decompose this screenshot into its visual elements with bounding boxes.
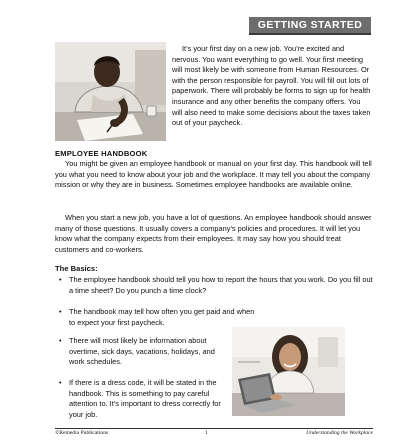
handbook-paragraph-1 <box>55 159 373 191</box>
handbook-paragraph-2-text: When you start a new job, you have a lot of questions. An employee handbook should answer many of those questions. It usually covers a company’s policies and procedures. It will let you know what the company expects from their employees. It may say how you should treat customers and co-workers. <box>55 213 372 254</box>
list-item <box>59 336 224 368</box>
list-item <box>59 378 224 420</box>
footer-page-number: 1 <box>205 430 208 436</box>
photo-woman-at-laptop <box>232 327 345 416</box>
handbook-paragraph-1-text: You might be given an employee handbook or manual on your first day. This handbook will tell you what you need to know about your job and the workplace. It may tell you about the company mission or why they are in business. Sometimes employee handbooks are available online. <box>55 159 372 190</box>
footer-book-title: Understanding the Workplace <box>306 430 373 436</box>
employee-handbook-heading: EMPLOYEE HANDBOOK <box>55 149 148 158</box>
footer-publisher: ©Remedia Publications <box>55 430 109 436</box>
bullet-icon: • <box>59 275 62 284</box>
intro-text: It’s your first day on a new job. You’re excited and nervous. You want everything to go well. Your first meeting will most likely be with someone from Human Resources. Or with the person responsible for payroll. You will fill out lots of paperwork. There will probably be forms to sign up for health insurance and any other benefits the company offers. You will also need to make some decisions about the taxes taken out of your paycheck. <box>172 44 371 128</box>
photo-man-writing <box>55 42 166 141</box>
list-item-text: The handbook may tell how often you get paid and when to expect your first paycheck. <box>69 307 255 327</box>
page-footer <box>55 428 373 439</box>
handbook-paragraph-2 <box>55 213 373 255</box>
list-item-text: The employee handbook should tell you how to report the hours that you work. Do you fill out a time sheet? Do you punch a time clock? <box>69 275 373 295</box>
basics-heading: The Basics: <box>55 264 98 273</box>
intro-paragraph <box>172 44 372 129</box>
list-item-text: There will most likely be information about overtime, sick days, vacations, holidays, and work schedules. <box>69 336 215 367</box>
list-item <box>59 275 373 296</box>
section-banner: GETTING STARTED <box>249 17 371 35</box>
bullet-icon: • <box>59 378 62 387</box>
bullet-icon: • <box>59 336 62 345</box>
bullet-icon: • <box>59 307 62 316</box>
list-item <box>59 307 259 328</box>
list-item-text: If there is a dress code, it will be stated in the handbook. This is something to pay careful attention to. It’s important to dress correctly for your job. <box>69 378 221 419</box>
